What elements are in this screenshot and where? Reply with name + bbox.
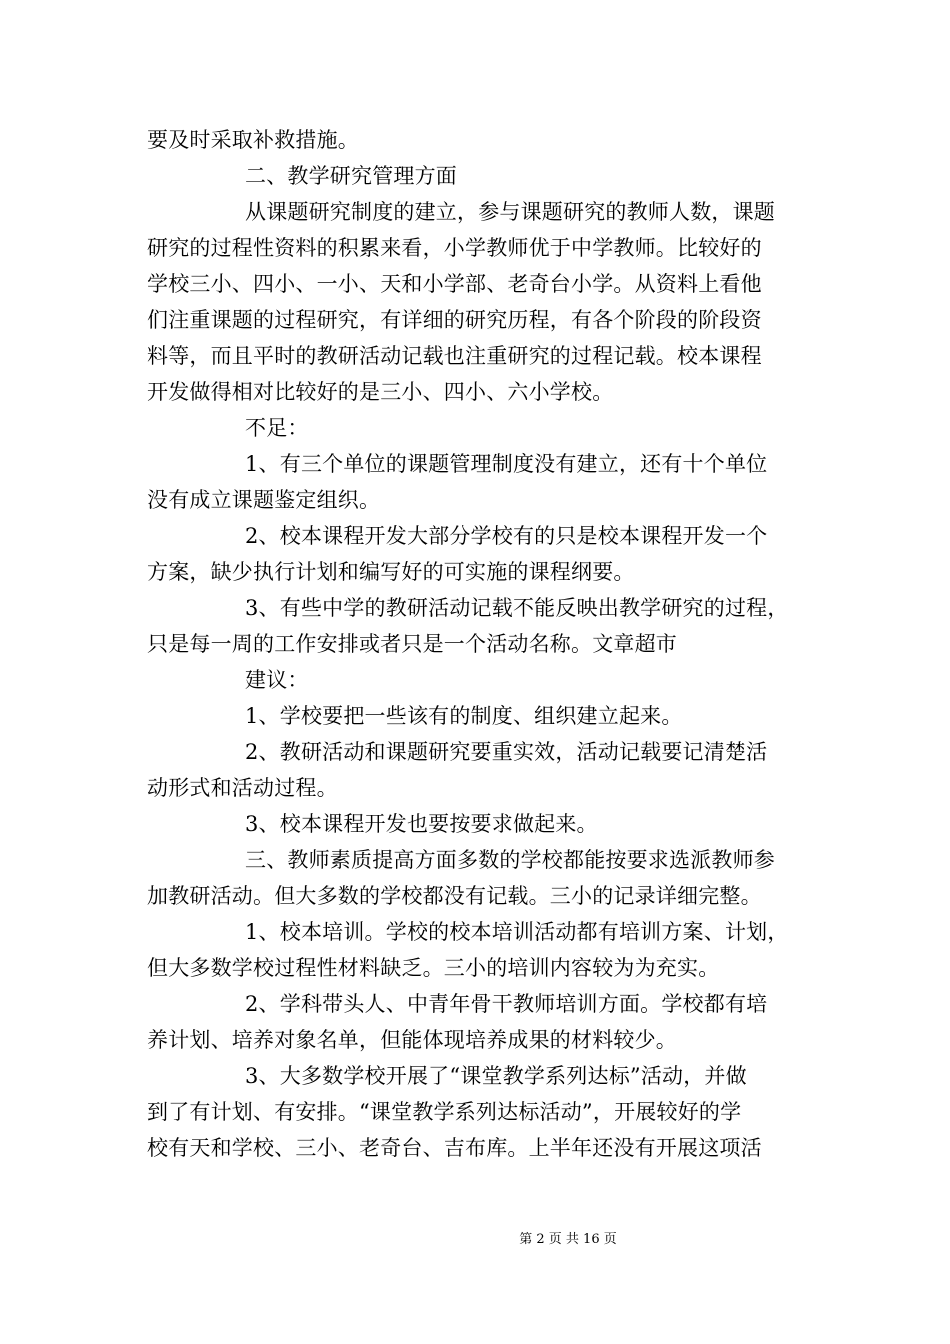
- text-line: 只是每一周的工作安排或者只是一个活动名称。文章超市: [147, 632, 677, 656]
- text-line: 1、校本培训。学校的校本培训活动都有培训方案、计划，: [245, 920, 789, 944]
- text-line: 校有天和学校、三小、老奇台、吉布库。上半年还没有开展这项活: [147, 1136, 762, 1160]
- text-line: 研究的过程性资料的积累来看，小学教师优于中学教师。比较好的: [147, 236, 762, 260]
- document-body: [147, 122, 817, 1166]
- text-line: 2、教研活动和课题研究要重实效，活动记载要记清楚活: [245, 740, 768, 764]
- text-line: 方案，缺少执行计划和编写好的可实施的课程纲要。: [147, 560, 635, 584]
- text-line: 开发做得相对比较好的是三小、四小、六小学校。: [147, 380, 614, 404]
- text-line: 3、校本课程开发也要按要求做起来。: [245, 812, 598, 836]
- text-line: 学校三小、四小、一小、天和小学部、老奇台小学。从资料上看他: [147, 272, 762, 296]
- page-footer: 第 2 页 共 16 页: [519, 1232, 617, 1247]
- text-line: 养计划、培养对象名单，但能体现培养成果的材料较少。: [147, 1028, 677, 1052]
- text-line: 但大多数学校过程性材料缺乏。三小的培训内容较为为充实。: [147, 956, 720, 980]
- section-heading: 二、教学研究管理方面: [245, 164, 457, 188]
- text-line: 2、学科带头人、中青年骨干教师培训方面。学校都有培: [245, 992, 768, 1016]
- text-line: 料等，而且平时的教研活动记载也注重研究的过程记载。校本课程: [147, 344, 762, 368]
- text-line: 动形式和活动过程。: [147, 776, 338, 800]
- text-line: 们注重课题的过程研究，有详细的研究历程，有各个阶段的阶段资: [147, 308, 762, 332]
- text-line: 要及时采取补救措施。: [147, 128, 359, 152]
- text-line: 1、学校要把一些该有的制度、组织建立起来。: [245, 704, 683, 728]
- section-heading: 三、教师素质提高方面多数的学校都能按要求选派教师参: [245, 848, 775, 872]
- text-line: 到了有计划、有安排。“课堂教学系列达标活动”，开展较好的学: [147, 1100, 742, 1124]
- text-line: 3、大多数学校开展了“课堂教学系列达标”活动，并做: [245, 1064, 747, 1088]
- text-line: 加教研活动。但大多数的学校都没有记载。三小的记录详细完整。: [147, 884, 762, 908]
- subheading-suggestions: 建议：: [245, 668, 309, 692]
- subheading-shortcomings: 不足：: [245, 416, 309, 440]
- text-line: 1、有三个单位的课题管理制度没有建立，还有十个单位: [245, 452, 768, 476]
- text-line: 3、有些中学的教研活动记载不能反映出教学研究的过程，: [245, 596, 789, 620]
- text-line: 没有成立课题鉴定组织。: [147, 488, 381, 512]
- text-line: 2、校本课程开发大部分学校有的只是校本课程开发一个: [245, 524, 768, 548]
- text-line: 从课题研究制度的建立，参与课题研究的教师人数，课题: [245, 200, 775, 224]
